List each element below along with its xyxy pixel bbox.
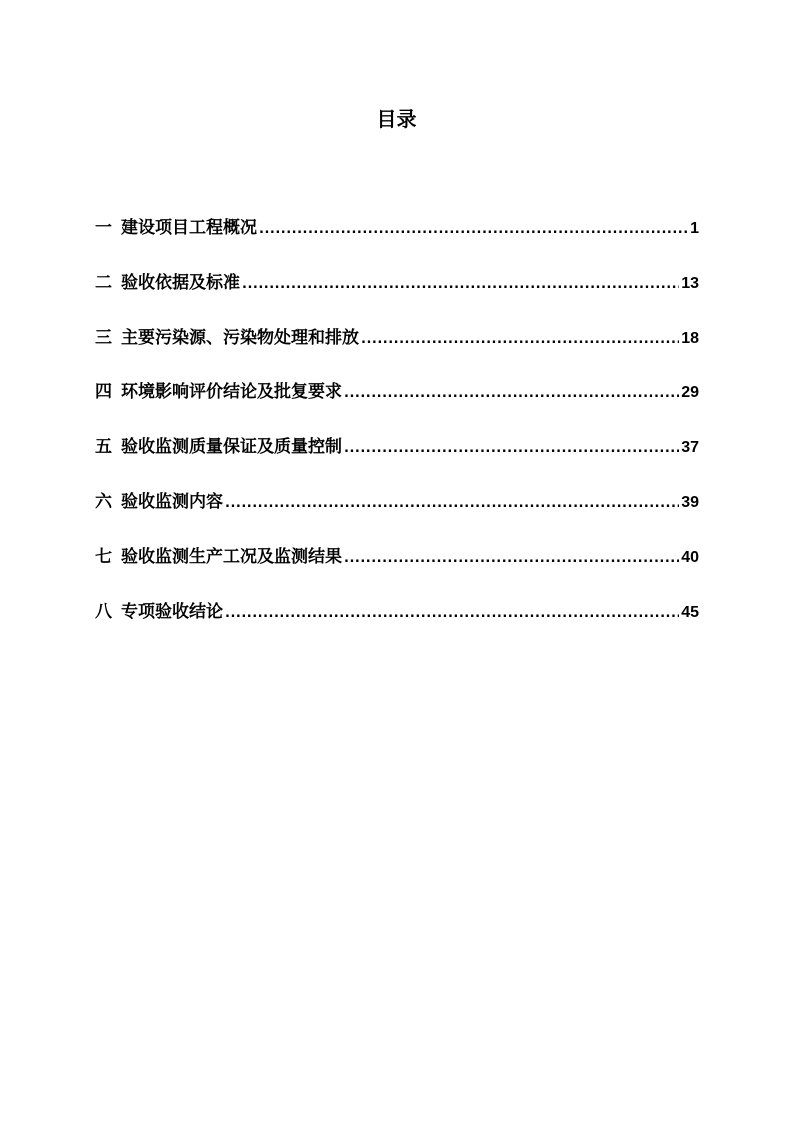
toc-entry-page: 13: [681, 274, 699, 292]
toc-entry-number: 五: [95, 437, 112, 458]
toc-entry-page: 18: [681, 329, 699, 347]
toc-entry-8[interactable]: [95, 598, 699, 653]
toc-dot-leader: [344, 380, 679, 408]
toc-dot-leader: [361, 326, 679, 354]
toc-entry-title: 验收监测内容: [121, 491, 223, 512]
toc-entry-7[interactable]: [95, 543, 699, 598]
toc-entry-title: 验收监测生产工况及监测结果: [121, 546, 342, 567]
page-title: 目录: [376, 107, 417, 131]
toc-entry-page: 40: [681, 548, 699, 566]
toc-entry-number: 六: [95, 491, 112, 512]
toc-entry-title: 主要污染源、污染物处理和排放: [121, 327, 359, 348]
toc-dot-leader: [225, 600, 679, 628]
toc-entry-page: 37: [681, 439, 699, 457]
toc-entry-title: 环境影响评价结论及批复要求: [121, 382, 342, 403]
toc-entry-5[interactable]: [95, 433, 699, 488]
table-of-contents: [95, 214, 699, 652]
toc-entry-title: 建设项目工程概况: [121, 218, 257, 238]
toc-entry-number: 四: [95, 382, 112, 403]
toc-entry-number: 二: [95, 272, 112, 293]
toc-entry-number: 一: [95, 218, 112, 238]
toc-entry-6[interactable]: [95, 488, 699, 543]
toc-entry-page: 45: [681, 603, 699, 621]
toc-dot-leader: [242, 271, 679, 299]
toc-dot-leader: [225, 490, 679, 518]
toc-entry-2[interactable]: [95, 269, 699, 324]
toc-dot-leader: [344, 435, 679, 463]
toc-entry-1[interactable]: [95, 214, 699, 269]
toc-dot-leader: [259, 216, 688, 244]
toc-entry-title: 专项验收结论: [121, 601, 223, 622]
toc-entry-page: 1: [690, 220, 699, 237]
toc-entry-number: 八: [95, 601, 112, 622]
toc-entry-title: 验收监测质量保证及质量控制: [121, 437, 342, 458]
toc-dot-leader: [344, 545, 679, 573]
toc-entry-title: 验收依据及标准: [121, 272, 240, 293]
toc-entry-4[interactable]: [95, 378, 699, 433]
toc-entry-number: 三: [95, 327, 112, 348]
toc-entry-page: 29: [681, 384, 699, 402]
toc-entry-number: 七: [95, 546, 112, 567]
toc-entry-page: 39: [681, 493, 699, 511]
toc-entry-3[interactable]: [95, 324, 699, 379]
